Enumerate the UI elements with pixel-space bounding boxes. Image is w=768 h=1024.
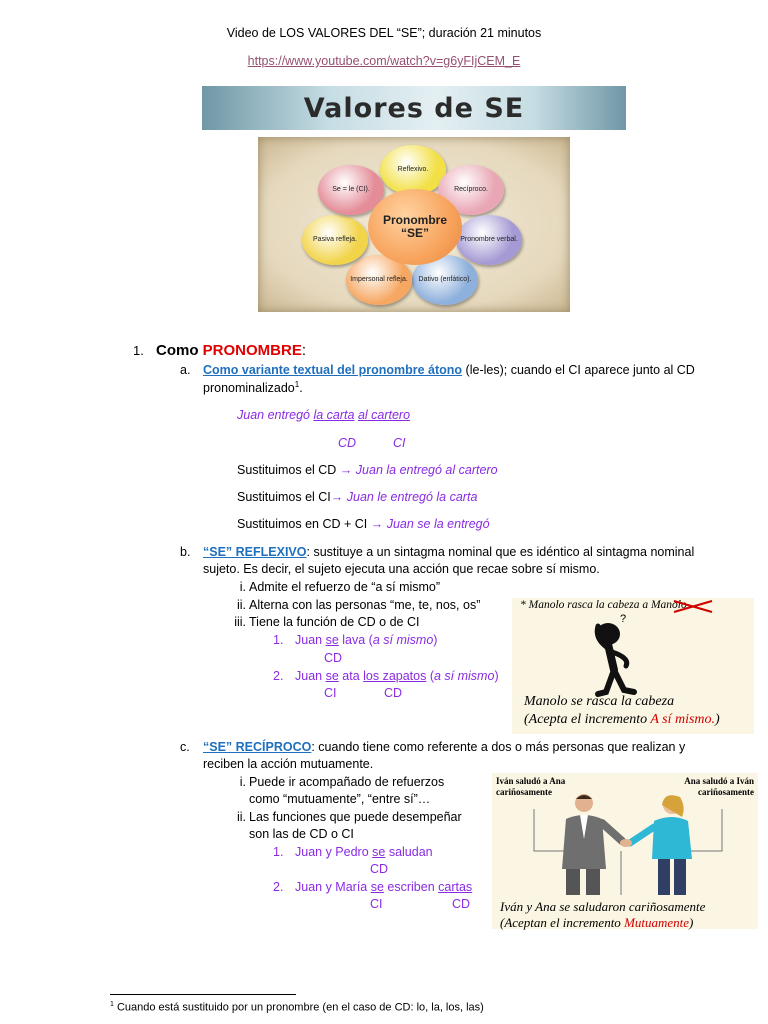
stick-figure-thinking-icon — [580, 610, 670, 698]
item-b-marker: b. — [180, 545, 191, 559]
c-sub-item: Las funciones que puede desempeñar — [249, 810, 462, 824]
petal-reciproco: Recíproco. — [438, 165, 504, 215]
b-example-1: Juan se lava (a sí mismo) — [295, 633, 438, 647]
petal-se-le: Se = le (CI). — [318, 165, 384, 215]
section-heading: Como PRONOMBRE: — [156, 342, 307, 359]
b-sub-item: Admite el refuerzo de “a sí mismo” — [249, 580, 441, 594]
svg-text:?: ? — [620, 613, 627, 625]
c-sub-marker: ii. — [236, 810, 246, 824]
c-example-2-tag-cd: CD — [452, 897, 471, 911]
ivan-ana-figure — [492, 773, 758, 929]
section-number: 1. — [133, 343, 144, 358]
banner-title: Valores de SE — [303, 92, 525, 124]
substitution-ci: Sustituimos el CI→ Juan le entregó la carta — [237, 490, 478, 504]
youtube-link[interactable]: https://www.youtube.com/watch?v=g6yFIjCEM_E — [247, 54, 521, 68]
footnote: $^1$ Cuando está sustituido por un pronombre (en el caso de CD: lo, la, los, las) — [110, 1001, 484, 1014]
petal-dativo: Dativo (enfático). — [412, 255, 478, 305]
footnote-separator — [110, 994, 296, 995]
b-example-1-tag: CD — [324, 651, 343, 665]
manolo-caption-1: Manolo se rasca la cabeza — [524, 694, 675, 709]
manolo-caption-2: (Acepta el incremento A sí mismo.) — [524, 712, 720, 727]
petal-impersonal-refleja: Impersonal refleja. — [346, 255, 412, 305]
item-a-line2: pronominalizado$^1$. — [203, 380, 303, 396]
b-example-1-marker: 1. — [273, 633, 284, 647]
b-sub-marker: i. — [239, 580, 246, 594]
item-b-link[interactable]: “SE” REFLEXIVO — [203, 545, 307, 559]
diagram-center: Pronombre “SE” — [368, 189, 462, 265]
c-example-2-marker: 2. — [273, 880, 284, 894]
c-example-2: Juan y María se escriben cartas — [295, 880, 473, 894]
b-sub-item: Tiene la función de CD o de CI — [249, 615, 420, 629]
pronombre-se-diagram — [258, 137, 570, 312]
b-example-2: Juan se ata los zapatos (a sí mismo) — [295, 669, 499, 683]
b-example-2-tag-cd: CD — [384, 686, 403, 700]
b-sub-item: Alterna con las personas “me, te, nos, os” — [249, 598, 481, 612]
ivan-ana-caption-2: (Aceptan el incremento Mutuamente) — [500, 915, 694, 930]
c-sub-item-cont: como “mutuamente”, “entre sí”… — [249, 792, 431, 806]
item-c-line1: “SE” RECÍPROCO: cuando tiene como referente a dos o más personas que realizan y — [203, 740, 686, 754]
tag-cd: CD — [338, 436, 357, 450]
c-example-1-marker: 1. — [273, 845, 284, 859]
b-example-2-marker: 2. — [273, 669, 284, 683]
c-sub-item: Puede ir acompañado de refuerzos — [249, 775, 445, 789]
c-sub-marker: i. — [239, 775, 246, 789]
ana-label: Ana saludó a Iván cariñosamente — [684, 776, 754, 797]
substitution-cd-ci: Sustituimos en CD + CI → Juan se la entregó — [237, 517, 490, 531]
substitution-cd: Sustituimos el CD → Juan la entregó al cartero — [237, 463, 498, 477]
handshake-illustration-icon — [522, 789, 732, 897]
manolo-top-caption: * Manolo rasca la cabeza a Manolo — [520, 599, 687, 611]
valores-banner — [202, 86, 626, 130]
c-example-1: Juan y Pedro se saludan — [295, 845, 433, 859]
b-sub-marker: iii. — [234, 615, 246, 629]
b-sub-marker: ii. — [236, 598, 246, 612]
item-a-line1: Como variante textual del pronombre átono (le-les); cuando el CI aparece junto al CD — [203, 363, 695, 377]
item-c-link[interactable]: “SE” RECÍPROCO — [203, 740, 312, 754]
item-c-line2: reciben la acción mutuamente. — [203, 757, 374, 771]
item-a-marker: a. — [180, 363, 191, 377]
ivan-label: Iván saludó a Ana cariñosamente — [496, 776, 566, 797]
item-b-line2: sujeto. Es decir, el sujeto ejecuta una acción que recae sobre sí mismo. — [203, 562, 600, 576]
strike-mark-icon — [672, 598, 716, 614]
petal-pasiva-refleja: Pasiva refleja. — [302, 215, 368, 265]
example-a: Juan entregó la carta al cartero — [237, 408, 411, 422]
c-example-2-tag-ci: CI — [370, 897, 383, 911]
ivan-ana-caption-1: Iván y Ana se saludaron cariñosamente — [500, 899, 706, 914]
manolo-figure — [512, 598, 754, 734]
item-b-line1: “SE” REFLEXIVO: sustituye a un sintagma nominal que es idéntico al sintagma nominal — [203, 545, 695, 559]
petal-reflexivo: Reflexivo. — [380, 145, 446, 195]
b-example-2-tag-ci: CI — [324, 686, 337, 700]
document-title: Video de LOS VALORES DEL “SE”; duración 21 minutos — [226, 26, 542, 40]
item-a-link[interactable]: Como variante textual del pronombre átono — [203, 363, 463, 377]
tag-ci: CI — [393, 436, 406, 450]
petal-pronombre-verbal: Pronombre verbal. — [456, 215, 522, 265]
c-example-1-tag: CD — [370, 862, 389, 876]
c-sub-item-cont: son las de CD o CI — [249, 827, 354, 841]
item-c-marker: c. — [180, 740, 190, 754]
